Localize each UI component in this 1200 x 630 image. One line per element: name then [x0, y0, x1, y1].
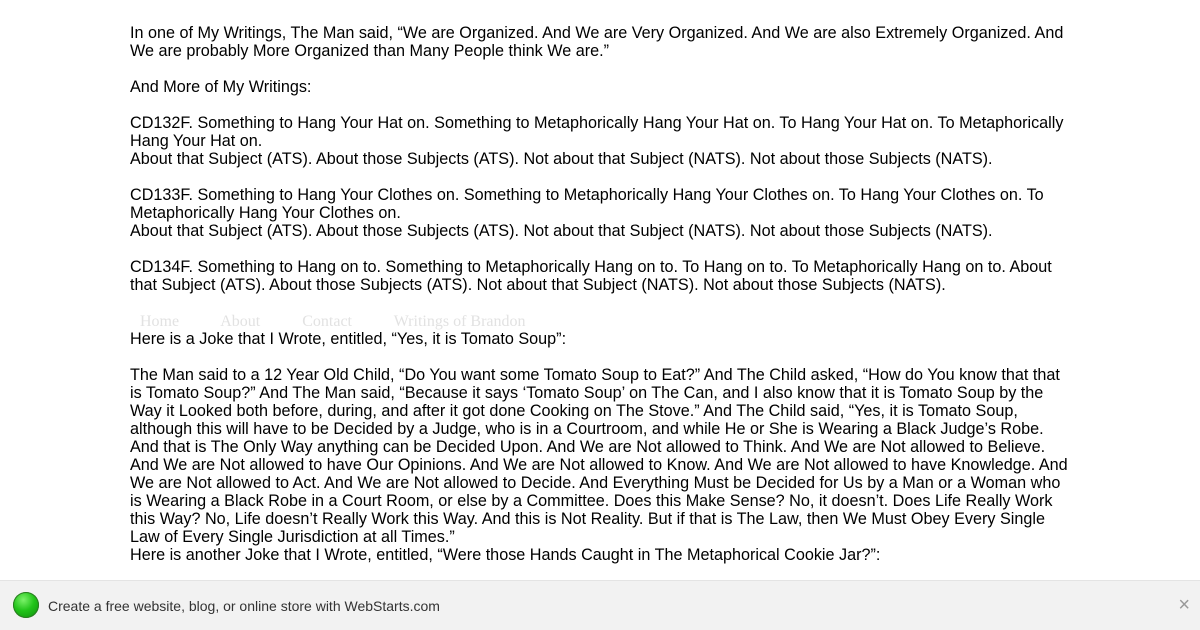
nav-home-link[interactable]: Home: [140, 313, 180, 330]
cd133-subject: About that Subject (ATS). About those Subjects (ATS). Not about that Subject (NATS). Not about those Subjects (NATS).: [130, 222, 993, 240]
webstarts-banner: [0, 580, 1200, 630]
nav-contact-link[interactable]: Contact: [302, 313, 352, 330]
webstarts-logo-icon[interactable]: [13, 592, 39, 618]
cd133-title: CD133F. Something to Hang Your Clothes on. Something to Metaphorically Hang Your Clothes on. To Hang Your Clothes on. To Metaphorically Hang Your Clothes on.: [130, 186, 1044, 222]
joke-tomato-intro: Here is a Joke that I Wrote, entitled, “Yes, it is Tomato Soup”:: [130, 330, 567, 348]
nav-writings-link[interactable]: Writings of Brandon: [393, 313, 526, 330]
article-content: [130, 24, 1070, 564]
paragraph-organized: In one of My Writings, The Man said, “We are Organized. And We are Very Organized. And We are also Extremely Organized. And We are probably More Organized than Many People think We are.”: [130, 24, 1064, 60]
close-icon[interactable]: ×: [1178, 594, 1190, 616]
cd134-text: CD134F. Something to Hang on to. Something to Metaphorically Hang on to. To Hang on to. To Metaphorically Hang on to. About that Subject (ATS). About those Subjects (ATS). Not about that Subject (NATS). Not about those Subjects (NATS).: [130, 258, 1052, 294]
cd132-title: CD132F. Something to Hang Your Hat on. Something to Metaphorically Hang Your Hat on. To Hang Your Hat on. To Metaphorically Hang Your Hat on.: [130, 114, 1064, 150]
webstarts-banner-text[interactable]: Create a free website, blog, or online store with WebStarts.com: [48, 598, 440, 614]
cd132-subject: About that Subject (ATS). About those Subjects (ATS). Not about that Subject (NATS). Not about those Subjects (NATS).: [130, 150, 993, 168]
faded-nav-menu: [140, 313, 564, 331]
joke-cookie-intro: Here is another Joke that I Wrote, entitled, “Were those Hands Caught in The Metaphorical Cookie Jar?”:: [130, 546, 881, 564]
joke-tomato-body: The Man said to a 12 Year Old Child, “Do You want some Tomato Soup to Eat?” And The Child asked, “How do You know that that is Tomato Soup?” And The Man said, “Because it says ‘Tomato Soup’ on The Can, and I also know that it is Tomato Soup by the Way it Looked both before, during, and after it got done Cooking on The Stove.” And The Child said, “Yes, it is Tomato Soup, although this will have to be Decided by a Judge, who is in a Courtroom, and while He or She is Wearing a Black Judge’s Robe. And that is The Only Way anything can be Decided Upon. And We are Not allowed to Think. And We are Not allowed to Believe. And We are Not allowed to have Our Opinions. And We are Not allowed to Know. And We are Not allowed to have Knowledge. And We are Not allowed to Act. And We are Not allowed to Decide. And Everything Must be Decided for Us by a Man or a Woman who is Wearing a Black Robe in a Court Room, or else by a Committee. Does this Make Sense? No, it doesn’t. Does Life Really Work this Way? No, Life doesn’t Really Work this Way. And this is Not Reality. But if that is The Law, then We Must Obey Every Single Law of Every Single Jurisdiction at all Times.”: [130, 366, 1068, 546]
nav-about-link[interactable]: About: [220, 313, 261, 330]
paragraph-more-writings: And More of My Writings:: [130, 78, 312, 96]
